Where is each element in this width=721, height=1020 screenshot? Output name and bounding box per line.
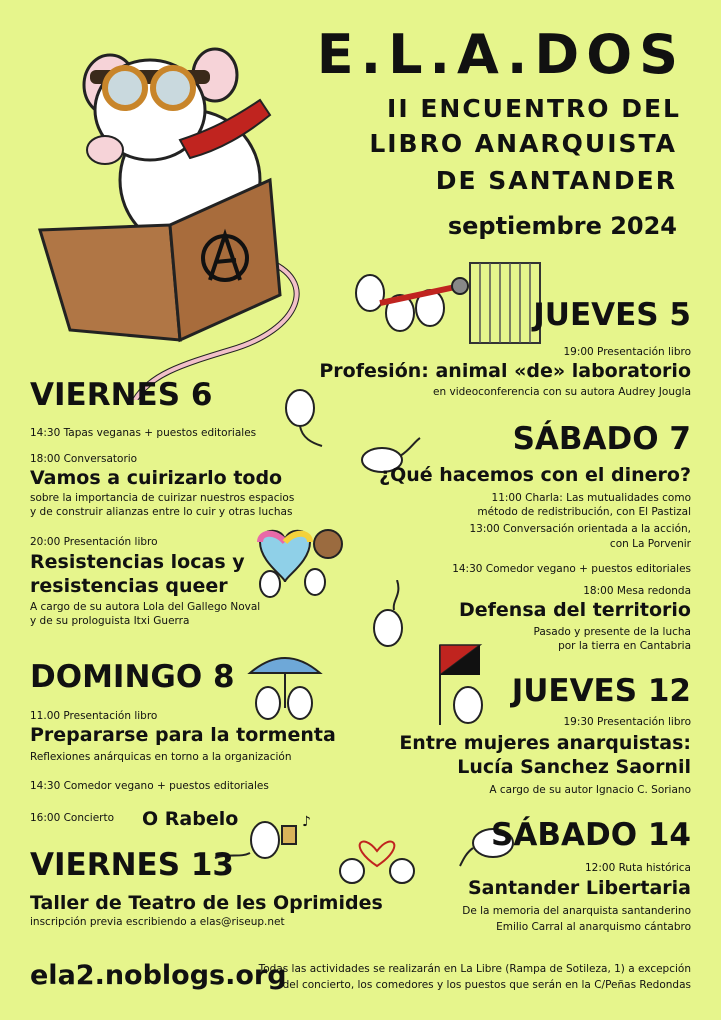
viernes6-time3: 20:00 Presentación libro: [30, 536, 158, 548]
climbing-rat-illustration: [272, 378, 332, 448]
sabado7-detail6b: por la tierra en Cantabria: [558, 640, 691, 652]
queer-rats-illustration: [240, 522, 350, 602]
poster-date: septiembre 2024: [447, 212, 677, 240]
lab-rats-illustration: [340, 258, 550, 353]
sabado7-event6: Defensa del territorio: [459, 599, 691, 621]
sabado7-line2: método de redistribución, con El Pastizal: [477, 506, 691, 518]
day-viernes-6: VIERNES 6: [30, 377, 213, 413]
viernes6-event2: Vamos a cuirizarlo todo: [30, 467, 283, 489]
flag-rat-illustration: [430, 640, 500, 730]
jueves5-event: Profesión: animal «de» laboratorio: [319, 360, 691, 382]
sabado14-event: Santander Libertaria: [467, 877, 691, 899]
domingo8-event3: O Rabelo: [142, 808, 239, 830]
domingo8-time1: 11.00 Presentación libro: [30, 710, 158, 722]
jueves5-detail: en videoconferencia con su autora Audrey Jougla: [433, 386, 691, 398]
sabado7-line5: 14:30 Comedor vegano + puestos editoriales: [452, 563, 691, 575]
viernes6-time2: 18:00 Conversatorio: [30, 453, 138, 465]
jueves12-event-a: Entre mujeres anarquistas:: [399, 732, 691, 754]
subtitle-line-3: DE SANTANDER: [435, 166, 677, 195]
viernes6-detail2a: sobre la importancia de cuirizar nuestros espacios: [30, 492, 295, 504]
subtitle-line-1: II ENCUENTRO DEL: [387, 94, 681, 123]
hanging-rat-illustration: [362, 580, 417, 650]
jueves5-time: 19:00 Presentación libro: [563, 346, 691, 358]
jueves12-event-b: Lucía Sanchez Saornil: [457, 756, 691, 778]
heart-rats-illustration: [332, 826, 422, 886]
viernes13-detail: inscripción previa escribiendo a elas@riseup.net: [30, 916, 285, 928]
viernes13-event: Taller de Teatro de les Oprimides: [30, 892, 383, 914]
viernes6-event3a: Resistencias locas y: [30, 551, 245, 573]
footer-note-b: del concierto, los comedores y los puestos que serán en la C/Peñas Redondas: [282, 979, 691, 991]
umbrella-rats-illustration: [240, 648, 335, 723]
day-sabado-7: SÁBADO 7: [512, 421, 691, 457]
day-viernes-13: VIERNES 13: [30, 847, 234, 883]
sabado7-line3: 13:00 Conversación orientada a la acción,: [469, 523, 691, 535]
website-url[interactable]: ela2.noblogs.org: [30, 960, 287, 991]
jueves12-detail: A cargo de su autor Ignacio C. Soriano: [489, 784, 691, 796]
sabado7-event1: ¿Qué hacemos con el dinero?: [379, 464, 691, 486]
day-jueves-12: JUEVES 12: [511, 673, 691, 709]
svg-text:♪: ♪: [302, 814, 311, 830]
sabado14-detail-b: Emilio Carral al anarquismo cántabro: [496, 921, 691, 933]
sabado7-line1: 11:00 Charla: Las mutualidades como: [491, 492, 691, 504]
viernes6-event3b: resistencias queer: [30, 575, 228, 597]
day-sabado-14: SÁBADO 14: [491, 817, 691, 853]
jueves12-time: 19:30 Presentación libro: [563, 716, 691, 728]
viernes6-detail2b: y de construir alianzas entre lo cuir y otras luchas: [30, 506, 293, 518]
footer-note-a: Todas las actividades se realizarán en La Libre (Rampa de Sotileza, 1) a excepción: [258, 963, 691, 975]
sabado7-line4: con La Porvenir: [609, 538, 691, 550]
rat-reading-book-illustration: [30, 30, 320, 400]
domingo8-time3: 16:00 Concierto: [30, 812, 115, 824]
domingo8-item2: 14:30 Comedor vegano + puestos editoriales: [30, 780, 269, 792]
sabado7-detail6a: Pasado y presente de la lucha: [533, 626, 691, 638]
day-domingo-8: DOMINGO 8: [30, 659, 235, 695]
viernes6-detail3b: y de su prologuista Itxi Guerra: [30, 615, 190, 627]
subtitle-line-2: LIBRO ANARQUISTA: [369, 129, 677, 158]
sabado14-detail-a: De la memoria del anarquista santanderino: [462, 905, 691, 917]
viernes6-item1: 14:30 Tapas veganas + puestos editoriales: [30, 427, 257, 439]
poster-title: E.L.A.DOS: [316, 23, 685, 86]
viernes6-detail3a: A cargo de su autora Lola del Gallego Noval: [30, 601, 261, 613]
domingo8-event1: Prepararse para la tormenta: [30, 724, 336, 746]
sabado14-time: 12:00 Ruta histórica: [585, 862, 691, 874]
domingo8-detail1: Reflexiones anárquicas en torno a la organización: [30, 751, 292, 763]
sabado7-time6: 18:00 Mesa redonda: [583, 585, 691, 597]
day-jueves-5: JUEVES 5: [533, 297, 691, 333]
